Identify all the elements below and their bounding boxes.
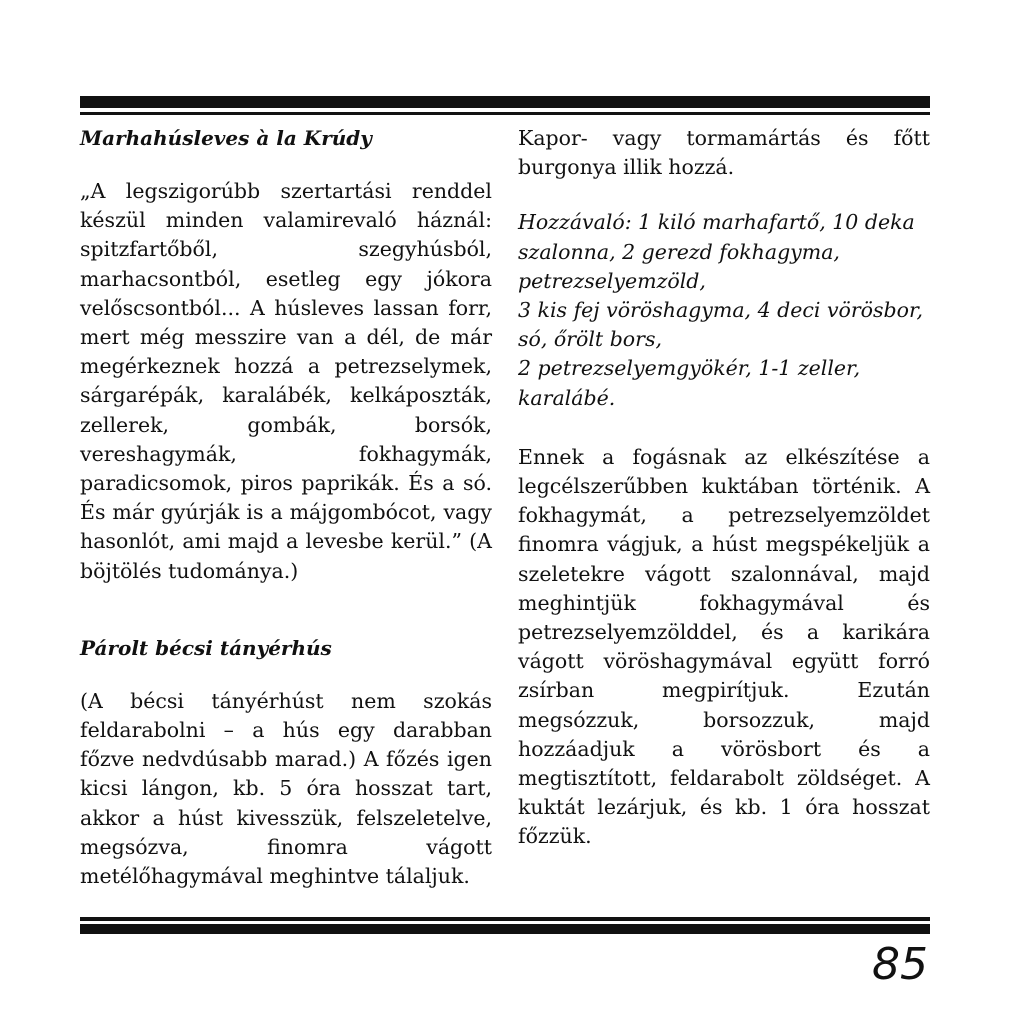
recipe-title-2: Párolt bécsi tányérhús xyxy=(80,635,332,660)
recipe-title-1: Marhahúsleves à la Krúdy xyxy=(80,126,372,150)
top-rule xyxy=(80,96,930,108)
ingredients-line: 3 kis fej vöröshagyma, 4 deci vörösbor, só, őrölt bors, xyxy=(518,298,924,352)
ingredients-line: 2 petrezselyemgyökér, 1-1 zeller, karalábé. xyxy=(518,356,861,410)
ingredients-line: Hozzávaló: 1 kiló marhafartő, 10 deka szalonna, 2 gerezd fokhagyma, petrezselyemzöld, xyxy=(518,210,915,293)
ingredients-list xyxy=(518,208,930,412)
left-column xyxy=(80,124,492,891)
right-column xyxy=(518,124,930,852)
recipe-2-text: (A bécsi tányérhúst nem szokás feldarabolni – a hús egy darabban főzve nedvdúsabb marad.) A főzés igen kicsi lángon, kb. 5 óra hosszat tart, akkor a húst kivesszük, felszeletelve, megsózva, finomra vágott metélőhagymával meghintve tálaljuk. xyxy=(80,688,492,889)
bottom-rule xyxy=(80,917,930,921)
serving-note: Kapor- vagy tormamártás és főtt burgonya illik hozzá. xyxy=(518,126,930,180)
page-number: 85 xyxy=(872,939,928,990)
krudy-quote: „A legszigorúbb szertartási renddel készül minden valamirevaló háznál: spitzfartőből, szegyhúsból, marhacsontból, esetleg egy jókora velőscsontból... A húsleves lassan forr, mert még messzire van a dél, de már megérkeznek hozzá a petrezselymek, sárgarépák, karalábék, kelkáposzták, zellerek, gombák, borsók, vereshagymák, fokhagymák, paradicsomok, piros paprikák. És a só. És már gyúrják is a májgombócot, vagy hasonlót, ami majd a levesbe kerül.” (A böjtölés tudománya.) xyxy=(80,179,492,583)
method-text: Ennek a fogásnak az elkészítése a legcélszerűbben kuktában történik. A fokhagymát, a petrezselyemzöldet finomra vágjuk, a húst megspékeljük a szeletekre vágott szalonnával, majd meghintjük fokhagymával és petrezselyemzölddel, és a karikára vágott vöröshagymával együtt forró zsírban megpirítjuk. Ezután megsózzuk, borsozzuk, majd hozzáadjuk a vörösbort és a megtisztított, feldarabolt zöldséget. A kuktát lezárjuk, és kb. 1 óra hosszat főzzük. xyxy=(518,444,930,849)
